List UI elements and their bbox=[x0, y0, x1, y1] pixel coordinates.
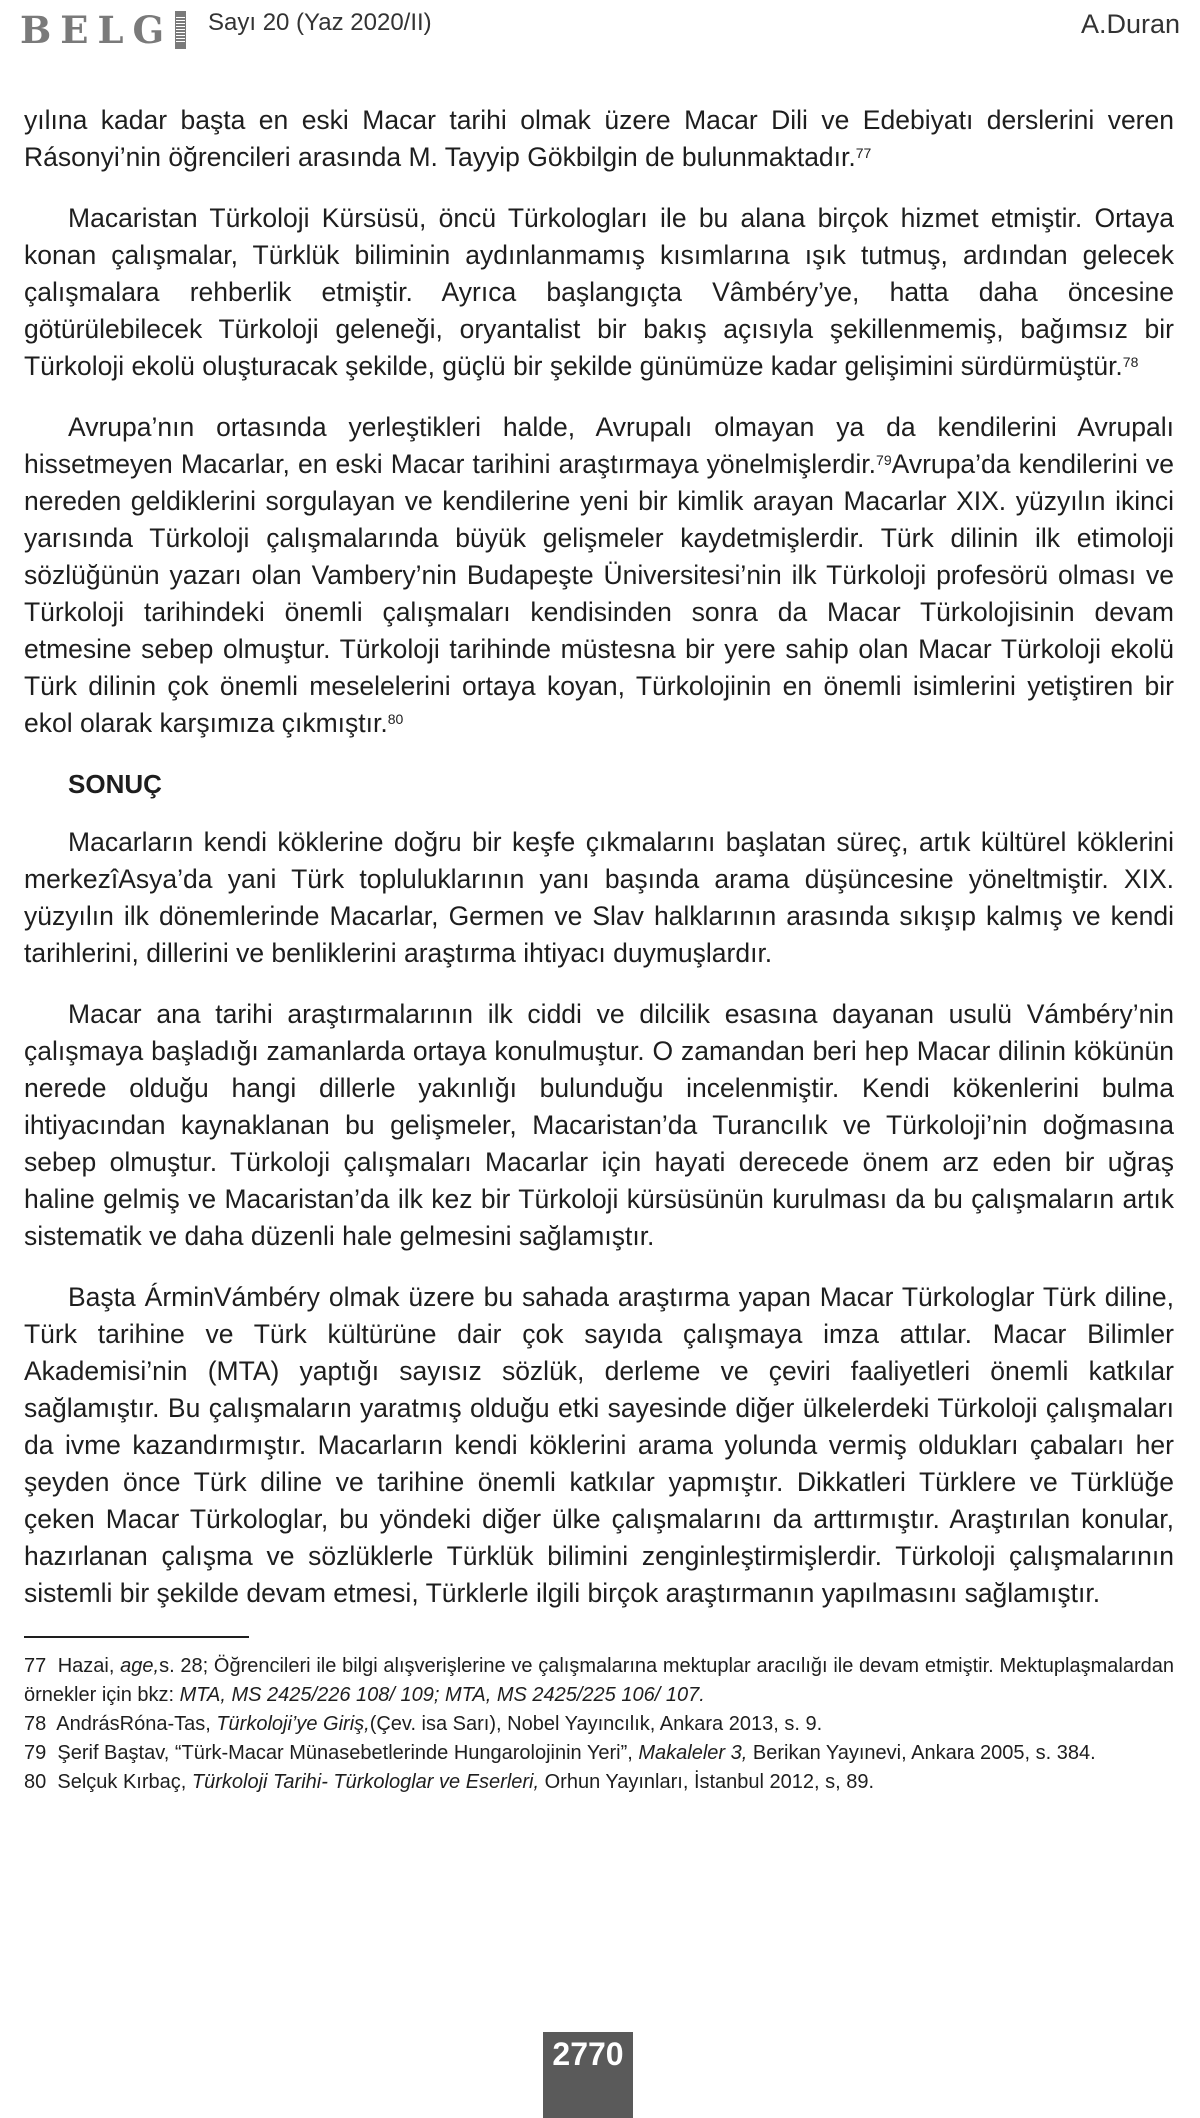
paragraph: yılına kadar başta en eski Macar tarihi olmak üzere Macar Dili ve Edebiyatı derslerini veren Rásonyi’nin öğrencileri arasında M. Tayyip Gökbilgin de bulunmaktadır.$^{77}$ bbox=[24, 105, 1174, 172]
author-label: A.Duran bbox=[1080, 9, 1180, 39]
footnote-divider bbox=[24, 1636, 249, 1638]
paragraph: Macar ana tarihi araştırmalarının ilk ciddi ve dilcilik esasına dayanan usulü Vámbéry’nin çalışmaya başladığı zamanlarda ortaya konulmuştur. O zamandan beri hep Macar dilinin kökünün nerede olduğu hangi dillerle yakınlığı bulunduğu incelenmiştir. Kendi kökenlerini bulma ihtiyacından kaynaklanan bu gelişmeler, Macaristan’da Turancılık ve Türkoloji’nin doğmasına sebep olmuştur. Türkoloji çalışmaları Macarlar için hayati derecede önem arz eden bir uğraş haline gelmiş ve Macaristan’da ilk kez bir Türkoloji kürsüsünün kurulması da bu çalışmaların artık sistematik ve daha düzenli hale gelmesini sağlamıştır. bbox=[24, 999, 1174, 1251]
logo-mark bbox=[175, 11, 186, 49]
paragraph: Macarların kendi köklerine doğru bir keşfe çıkmalarını başlatan süreç, artık kültürel köklerini merkezîAsya’da yani Türk topluluklarının yanı başında arama düşüncesine yöneltmiştir. XIX. yüzyılın ilk dönemlerinde Macarlar, Germen ve Slav halklarının arasında sıkışıp kalmış ve kendi tarihlerini, dillerini ve benliklerini araştırma ihtiyacı duymuşlardır. bbox=[24, 827, 1174, 968]
paragraph: Macaristan Türkoloji Kürsüsü, öncü Türkologları ile bu alana birçok hizmet etmiştir. Ortaya konan çalışmalar, Türklük biliminin aydınlanmamış kısımlarına ışık tutmuş, ardından gelecek çalışmalara rehberlik etmiştir. Ayrıca başlangıçta Vâmbéry’ye, hatta daha öncesine götürülebilecek Türkoloji geleneği, oryantalist bir bakış açısıyla şekillenmemiş, bağımsız bir Türkoloji ekolü oluşturacak şekilde, güçlü bir şekilde günümüze kadar gelişimini sürdürmüştür.$^{78}$ bbox=[24, 203, 1174, 381]
footnote-77: 77 Hazai, age,s. 28; Öğrencileri ile bilgi alışverişlerine ve çalışmalarına mektuplar aracılığı ile devam etmiştir. Mektuplaşmalardan örnekler için bkz: MTA, MS 2425/226 108/ 109; MTA, MS 2425/225 106/ 107. bbox=[24, 1655, 1174, 1706]
footnote-ref[interactable]: 77 bbox=[855, 145, 872, 161]
issue-label: Sayı 20 (Yaz 2020/II) bbox=[208, 9, 432, 36]
article-body bbox=[24, 102, 1174, 1797]
section-heading: SONUÇ bbox=[68, 769, 162, 799]
page-header bbox=[0, 0, 1200, 60]
paragraph: Avrupa’nın ortasında yerleştikleri halde, Avrupalı olmayan ya da kendilerini Avrupalı hissetmeyen Macarlar, en eski Macar tarihini araştırmaya yönelmişlerdir.$^{79}$Avrupa’da kendilerini ve nereden geldiklerini sorgulayan ve kendilerine yeni bir kimlik arayan Macarlar XIX. yüzyılın ikinci yarısında Türkoloji çalışmalarında büyük gelişmeler kaydetmişlerdir. Türk dilinin ilk etimoloji sözlüğünün yazarı olan Vambery’nin Budapeşte Üniversitesi’nin ilk Türkoloji profesörü olması ve Türkoloji tarihindeki önemli çalışmaları kendisinden sonra da Macar Türkolojisinin devam etmesine sebep olmuştur. Türkoloji tarihinde müstesna bir yere sahip olan Macar Türkoloji ekolü Türk dilinin çok önemli meselelerini ortaya koyan, Türkolojinin en önemli isimlerini yetiştiren bir ekol olarak karşımıza çıkmıştır.$^{80}$ bbox=[24, 412, 1174, 738]
page-number: 2770 bbox=[543, 2032, 633, 2118]
logo-text: BELG bbox=[20, 7, 174, 52]
footnote-78: 78 AndrásRóna-Tas, Türkoloji’ye Giriş,(Çev. isa Sarı), Nobel Yayıncılık, Ankara 2013, s. 9. bbox=[24, 1713, 823, 1735]
paragraph: Başta ÁrminVámbéry olmak üzere bu sahada araştırma yapan Macar Türkologlar Türk diline, Türk tarihine ve Türk kültürüne dair çok sayıda çalışmaya imza attılar. Macar Bilimler Akademisi’nin (MTA) yaptığı sayısız sözlük, derleme ve çeviri faaliyetleri önemli katkılar sağlamıştır. Bu çalışmaların yaratmış olduğu etki sayesinde diğer ülkelerdeki Türkoloji çalışmaları da ivme kazandırmıştır. Macarların kendi köklerini arama yolunda vermiş oldukları çabaları her şeyden önce Türk diline ve tarihine önemli katkılar yapmıştır. Dikkatleri Türklere ve Türklüğe çeken Macar Türkologlar, bu yöndeki diğer ülke çalışmalarını da arttırmıştır. Araştırılan konular, hazırlanan çalışma ve sözlüklerle Türklük bilimini zenginleştirmişlerdir. Türkoloji çalışmalarının sistemli bir şekilde devam etmesi, Türklerle ilgili birçok araştırmanın yapılmasını sağlamıştır. bbox=[24, 1282, 1174, 1608]
journal-logo bbox=[20, 8, 186, 52]
footnote-80: 80 Selçuk Kırbaç, Türkoloji Tarihi- Türkologlar ve Eserleri, Orhun Yayınları, İstanbul 2012, s, 89. bbox=[24, 1771, 875, 1793]
footnote-ref[interactable]: 78 bbox=[1122, 354, 1139, 370]
footnote-ref[interactable]: 79 bbox=[876, 452, 892, 468]
footnote-ref[interactable]: 80 bbox=[387, 711, 404, 727]
footnote-79: 79 Şerif Baştav, “Türk-Macar Münasebetlerinde Hungarolojinin Yeri”, Makaleler 3, Berikan Yayınevi, Ankara 2005, s. 384. bbox=[24, 1742, 1096, 1764]
